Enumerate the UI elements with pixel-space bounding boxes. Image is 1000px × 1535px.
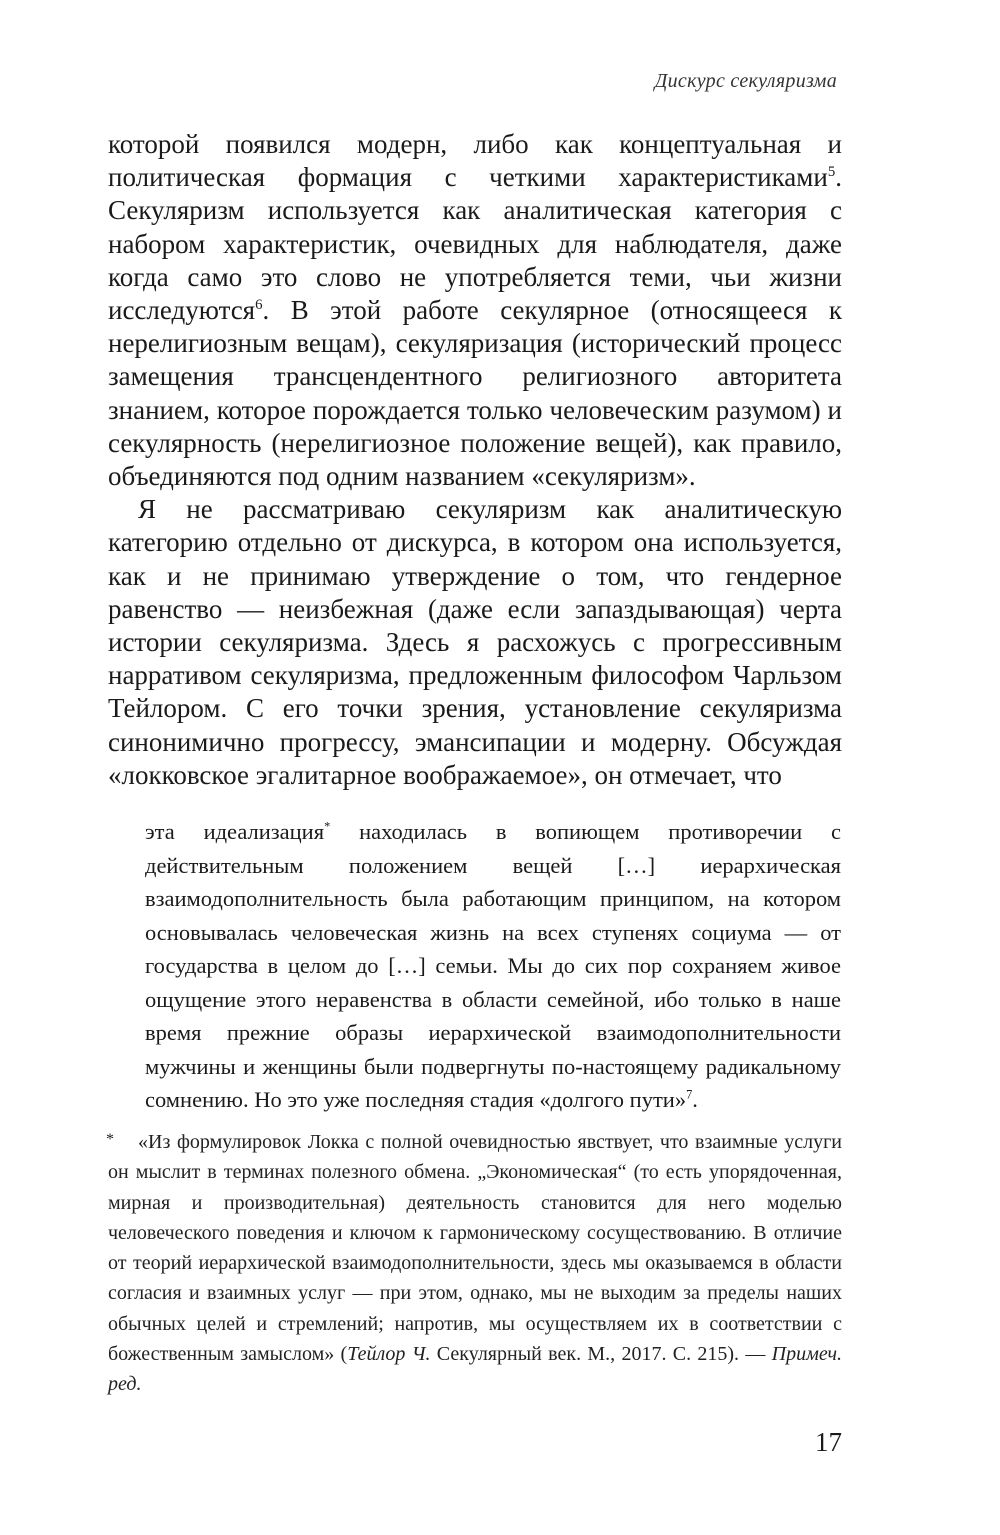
footnote [108, 1127, 842, 1400]
running-head: Дискурс секуляризма [654, 70, 837, 92]
quote-text-c: . [692, 1087, 698, 1112]
endnote-ref-7: 7 [686, 1087, 693, 1102]
footnote-text [108, 1127, 842, 1400]
paragraph-1 [108, 128, 842, 493]
footnote-ref-asterisk: * [324, 819, 331, 834]
footnote-text-a: «Из формулировок Локка с полной очевидностью явствует, что взаимные услуги он мыслит в терминах полезного обмена. „Экономическая“ (то есть упорядоченная, мирная и производительная) деятельность становится для него моделью человеческого поведения и ключом к гармоническому сосуществованию. В отличие от теорий иерархической взаимодополнительности, здесь мы оказываемся в области согласия и взаимных услуг — при этом, однако, мы не выходим за пределы наших обычных целей и стремлений; напротив, мы осуществляем их в соответствии с божественным замыслом» ( [108, 1131, 842, 1366]
footnote-text-b: Секулярный век. М., 2017. С. 215). — [430, 1343, 772, 1366]
footnote-author: Тейлор Ч. [347, 1343, 431, 1366]
page-number: 17 [815, 1427, 842, 1457]
endnote-ref-5: 5 [827, 164, 836, 181]
paragraph-1-text-b: . Секуляризм используется как аналитическая категория с набором характеристик, очевидных для наблюдателя, даже когда само это слово не употребляется теми, чьи жизни исследуются [108, 162, 842, 326]
quote-text-a: эта идеализация [145, 819, 325, 844]
paragraph-1-text-c: . В этой работе секулярное (относящееся к нерелигиозным вещам), секуляризация (исторический процесс замещения трансцендентного религиозного авторитета знанием, которое порождается только человеческим разумом) и секулярность (нерелигиозное положение вещей), как правило, объединяются под одним названием «секуляризм». [108, 295, 842, 492]
block-quote [145, 815, 841, 1117]
quote-text-b: находилась в вопиющем противоречии с действительным положением вещей […] иерархическая взаимодополнительность была работающим принципом, на котором основывалась человеческая жизнь на всех ступенях социума — от государства в целом до […] семьи. Мы до сих пор сохраняем живое ощущение этого неравенства в области семейной, ибо только в наше время прежние образы иерархической взаимодополнительности мужчины и женщины были подвергнуты по-настоящему радикальному сомнению. Но это уже последняя стадия «долгого пути» [145, 819, 841, 1112]
paragraph-2: Я не рассматриваю секуляризм как аналитическую категорию отдельно от дискурса, в котором она используется, как и не принимаю утверждение о том, что гендерное равенство — неизбежная (даже если запаздывающая) черта истории секуляризма. Здесь я расхожусь с прогрессивным нарративом секуляризма, предложенным философом Чарльзом Тейлором. С его точки зрения, установление секуляризма синонимично прогрессу, эмансипации и модерну. Обсуждая «локковское эгалитарное воображаемое», он отмечает, что [108, 494, 842, 790]
quote-paragraph [145, 815, 841, 1117]
footnote-editor-note: Примеч. ред. [108, 1343, 842, 1396]
main-text [108, 128, 842, 792]
paragraph-1-text-a: которой появился модерн, либо как концептуальная и политическая формация с четкими характеристиками [108, 129, 842, 193]
endnote-ref-6: 6 [255, 297, 263, 314]
footnote-mark: * [106, 1131, 114, 1148]
